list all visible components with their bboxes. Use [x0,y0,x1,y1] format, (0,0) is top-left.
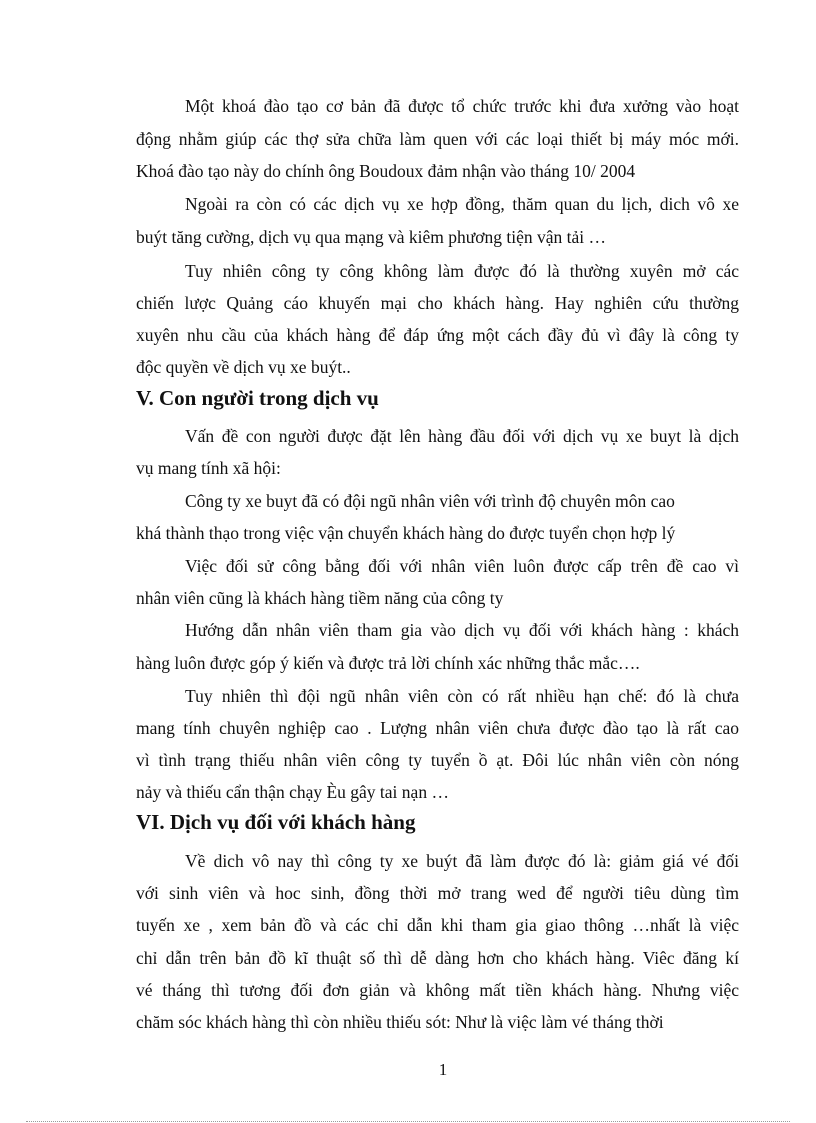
body-text-line: Công ty xe buyt đã có đội ngũ nhân viên với trình độ chuyên môn cao [185,491,675,511]
body-text-line: động nhằm giúp các thợ sửa chữa làm quen với các loại thiết bị máy móc mới. [136,129,739,149]
body-text-line: độc quyền về dịch vụ xe buýt.. [136,357,351,377]
body-text-line: Tuy nhiên công ty công không làm được đó là thường xuyên mở các [185,261,739,281]
body-text-line: Vấn đề con người được đặt lên hàng đầu đối với dịch vụ xe buyt là dịch [185,426,739,446]
body-text-line: khá thành thạo trong việc vận chuyển khách hàng do được tuyển chọn hợp lý [136,523,676,543]
body-text-line: vụ mang tính xã hội: [136,458,281,478]
body-text-line: nảy và thiếu cẩn thận chạy Èu gây tai nạn … [136,782,449,802]
body-text-line: Về dich vô nay thì công ty xe buýt đã làm được đó là: giảm giá vé đối [185,851,739,871]
body-text-line: chăm sóc khách hàng thì còn nhiều thiếu sót: Như là việc làm vé tháng thời [136,1012,664,1032]
body-text-line: Việc đối sử công bằng đối với nhân viên luôn được cấp trên đề cao vì [185,556,739,576]
section-heading-vi: VI. Dịch vụ đối với khách hàng [136,810,416,834]
body-text-line: chiến lược Quảng cáo khuyến mại cho khách hàng. Hay nghiên cứu thường [136,293,739,313]
body-text-line: chỉ dẫn trên bản đồ kĩ thuật số thì dễ dàng hơn cho khách hàng. Viêc đăng kí [136,948,739,968]
body-text-line: nhân viên cũng là khách hàng tiềm năng của công ty [136,588,504,608]
section-heading-v: V. Con người trong dịch vụ [136,386,379,410]
body-text-line: vì tình trạng thiếu nhân viên công ty tuyển ồ ạt. Đôi lúc nhân viên còn nóng [136,750,739,770]
body-text-line: vé tháng thì tương đối đơn giản và không mất tiền khách hàng. Nhưng việc [136,980,739,1000]
body-text-line: Một khoá đào tạo cơ bản đã được tổ chức trước khi đưa xưởng vào hoạt [185,96,739,116]
body-text-line: Tuy nhiên thì đội ngũ nhân viên còn có rất nhiều hạn chế: đó là chưa [185,686,739,706]
body-text-line: với sinh viên và hoc sinh, đồng thời mở trang wed để người tiêu dùng tìm [136,883,739,903]
page-bottom-divider [26,1121,790,1122]
body-text-line: hàng luôn được góp ý kiến và được trả lời chính xác những thắc mắc…. [136,653,640,673]
body-text-line: tuyến xe , xem bản đồ và các chỉ dẫn khi tham gia giao thông …nhất là việc [136,915,739,935]
body-text-line: mang tính chuyên nghiệp cao . Lượng nhân viên chưa được đào tạo là rất cao [136,718,739,738]
body-text-line: Hướng dẫn nhân viên tham gia vào dịch vụ đối với khách hàng : khách [185,620,739,640]
body-text-line: buýt tăng cường, dịch vụ qua mạng và kiêm phương tiện vận tải … [136,227,607,247]
page-number: 1 [438,1060,448,1079]
body-text-line: xuyên nhu cầu của khách hàng để đáp ứng một cách đầy đủ vì đây là công ty [136,325,739,345]
body-text-line: Khoá đào tạo này do chính ông Boudoux đảm nhận vào tháng 10/ 2004 [136,161,636,181]
body-text-line: Ngoài ra còn có các dịch vụ xe hợp đồng, thăm quan du lịch, dich vô xe [185,194,739,214]
